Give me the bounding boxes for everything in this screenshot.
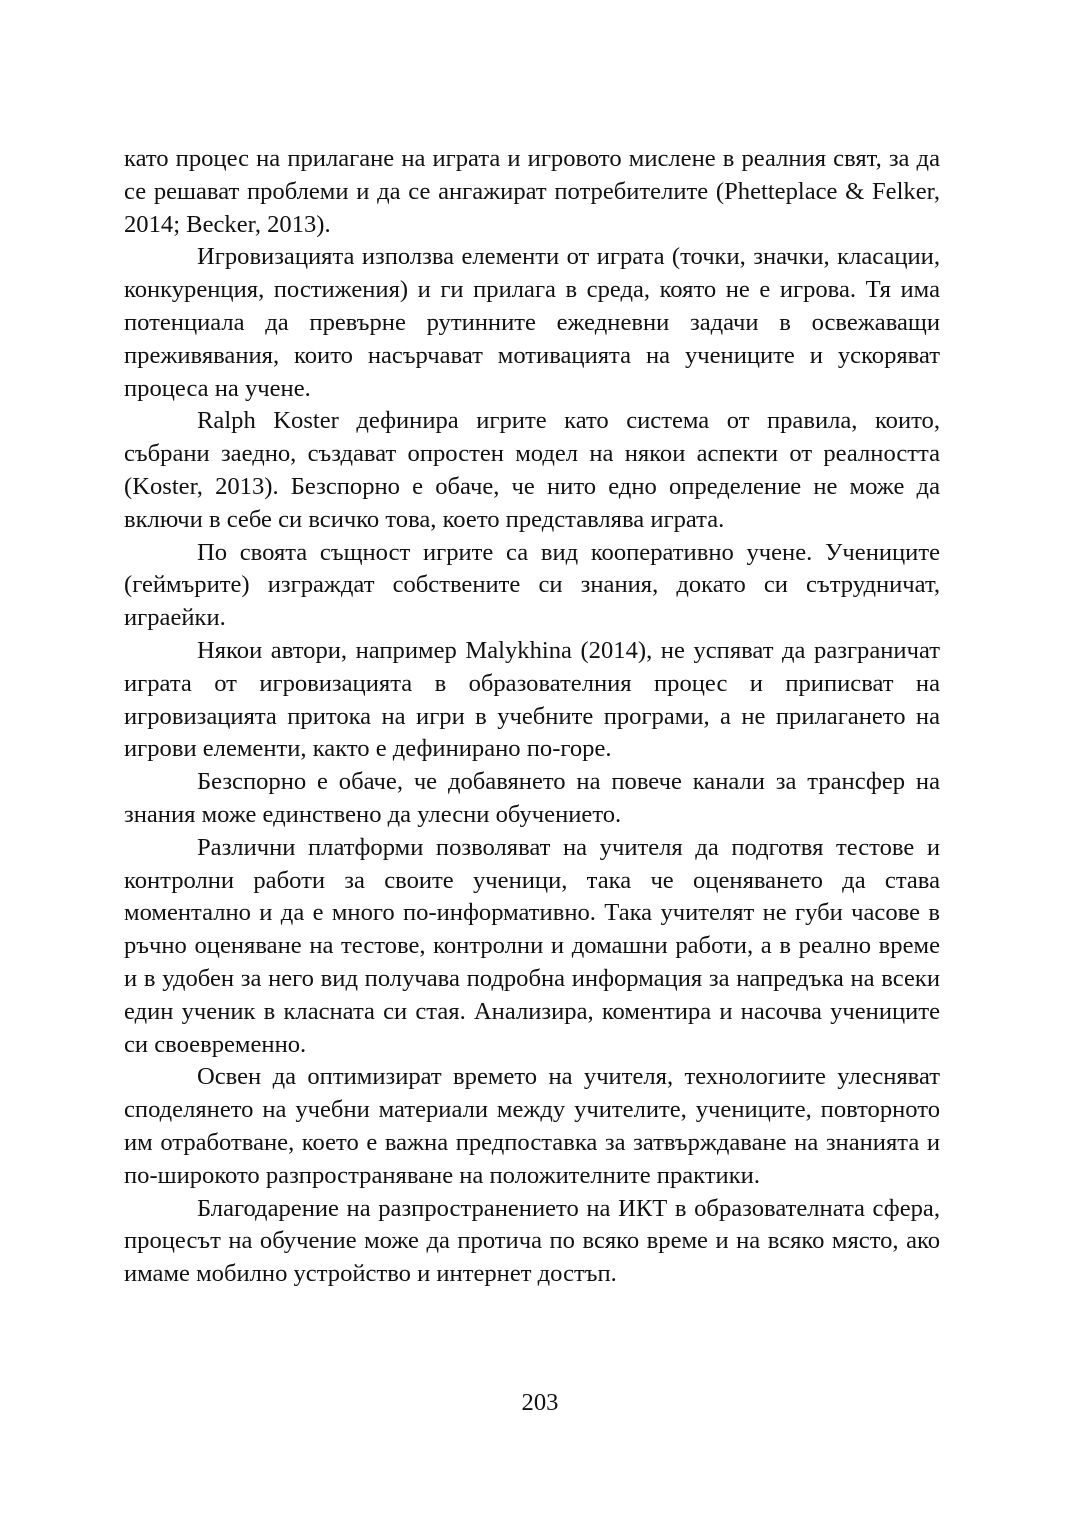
paragraph-koster-definition: Ralph Koster дефинира игрите като система от правила, които, събрани заедно, създават опростен модел на някои аспекти от реалността (Koster, 2013). Безспорно е обаче, че нито едно определение не може да включи в себе си всичко това, което представлява играта. xyxy=(124,407,940,533)
paragraph-gamification-elements: Игровизацията използва елементи от играта (точки, значки, класации, конкуренция, постижения) и ги прилага в среда, която не е игрова. Тя има потенциала да превърне рутинните ежедневни задачи в освежаващи преживявания, които насърчават мотивацията на учениците и ускоряват процеса на учене. xyxy=(124,243,940,402)
page-body xyxy=(124,143,940,1291)
paragraph-continuation: като процес на прилагане на играта и игровото мислене в реалния свят, за да се решават проблеми и да се ангажират потребителите (Phetteplace & Felker, 2014; Becker, 2013). xyxy=(124,145,940,238)
paragraph-malykhina: Някои автори, например Malykhina (2014), не успяват да разграничат играта от игровизацията в образователния процес и приписват на игровизацията притока на игри в учебните програми, а не прилагането на игрови елементи, както е дефинирано по-горе. xyxy=(124,636,940,763)
paragraph-ict-mobile: Благодарение на разпространението на ИКТ в образователната сфера, процесът на обучение може да протича по всяко време и на всяко място, ако имаме мобилно устройство и интернет достъп. xyxy=(124,1194,940,1288)
paragraph-sharing-materials: Освен да оптимизират времето на учителя, технологиите улесняват споделянето на учебни материали между учителите, учениците, повторното им отработване, което е важна предпоставка за затвърждаване на знанията и по-широкото разпространяване на положителните практики. xyxy=(124,1063,940,1189)
paragraph-knowledge-channels: Безспорно е обаче, че добавянето на повече канали за трансфер на знания може единствено да улесни обучението. xyxy=(124,768,940,828)
page-number: 203 xyxy=(521,1389,559,1416)
paragraph-cooperative-learning: По своята същност игрите са вид кооперативно учене. Учениците (геймърите) изграждат собствените си знания, докато си сътрудничат, играейки. xyxy=(124,538,940,632)
paragraph-platforms: Различни платформи позволяват на учителя да подготвя тестове и контролни работи за своите ученици, така че оценяването да става моментално и да е много по-информативно. Така учителят не губи часове в ръчно оценяване на тестове, контролни и домашни работи, а в реално време и в удобен за него вид получава подробна информация за напредъка на всеки един ученик в класната си стая. Анализира, коментира и насочва учениците си своевременно. xyxy=(124,833,940,1058)
